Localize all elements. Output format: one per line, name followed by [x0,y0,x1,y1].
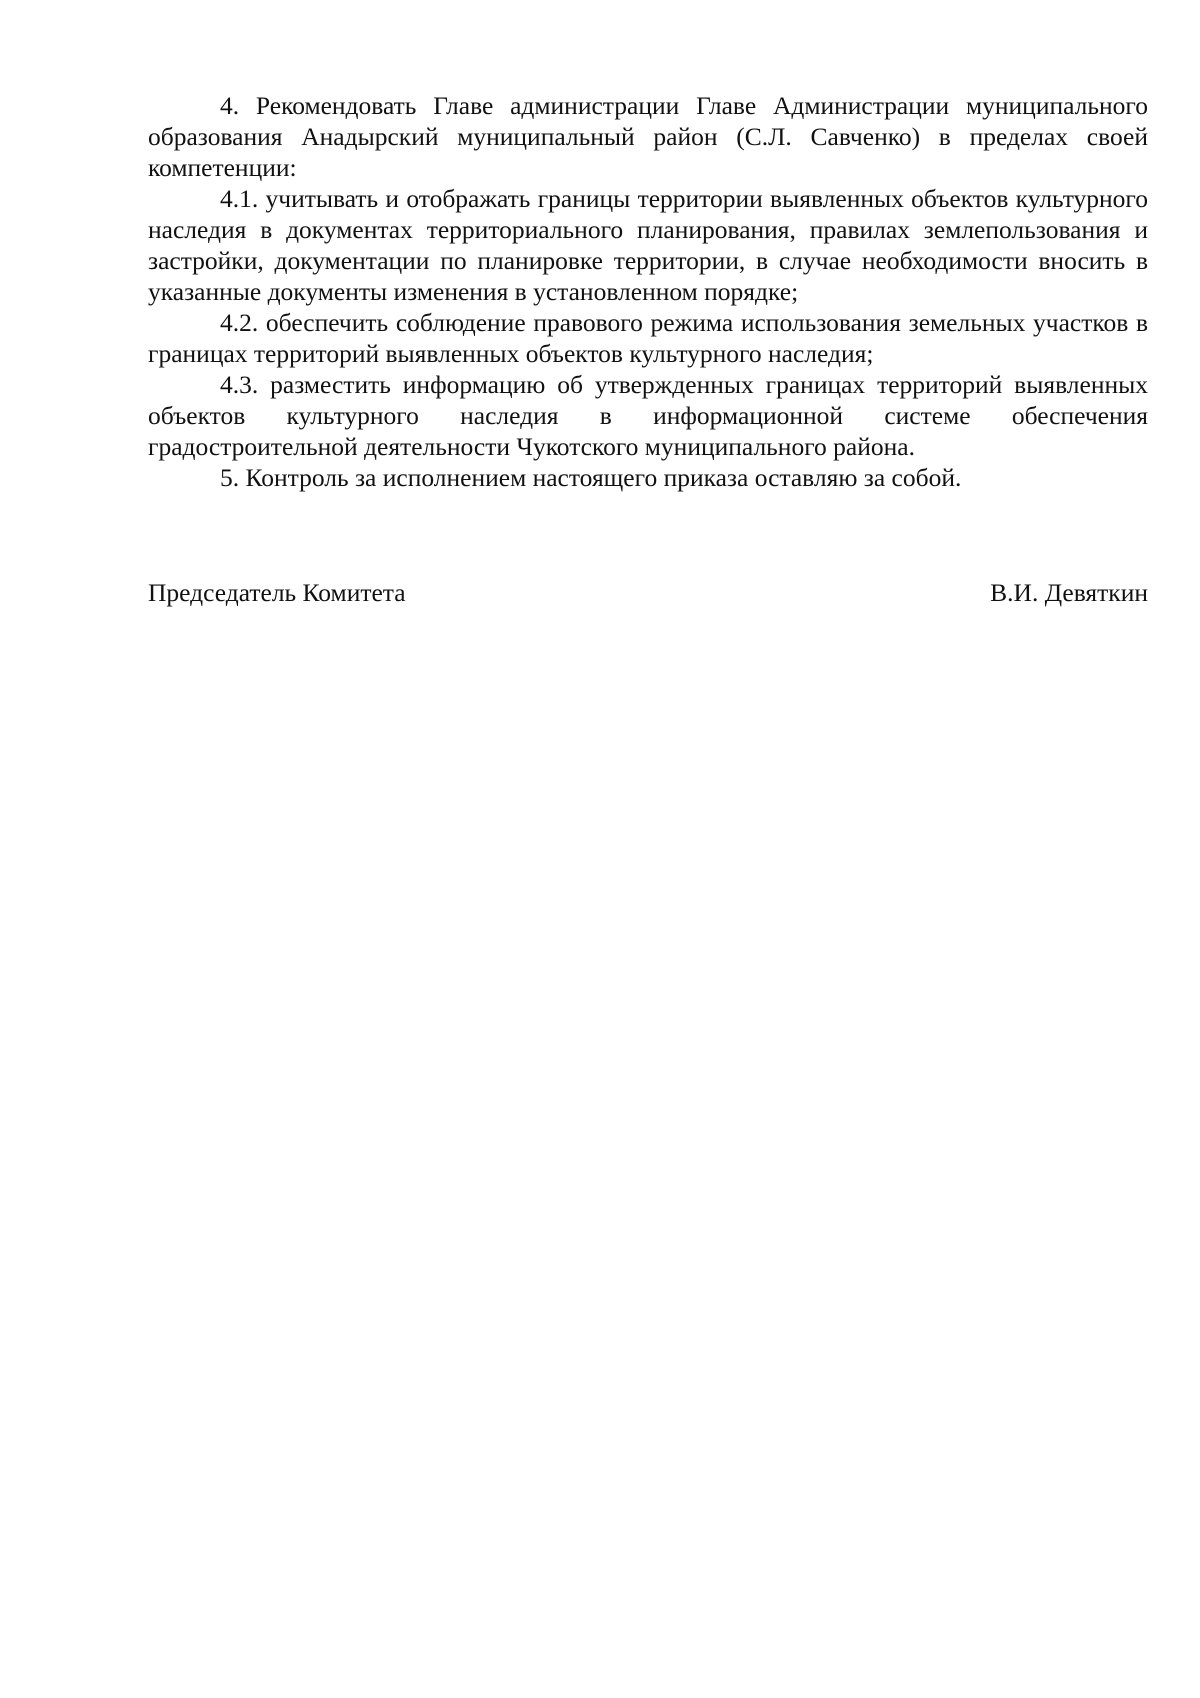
paragraph-item-4-2: 4.2. обеспечить соблюдение правового режима использования земельных участков в границах территорий выявленных объектов культурного наследия; [148,308,1148,368]
paragraph-item-4-3: 4.3. разместить информацию об утвержденных границах территорий выявленных объектов культурного наследия в информационной системе обеспечения градостроительной деятельности Чукотского муниципального района. [148,370,1148,461]
signatory-name: В.И. Девяткин [990,578,1148,607]
document-body [148,90,1148,493]
paragraph-item-4-1: 4.1. учитывать и отображать границы территории выявленных объектов культурного наследия в документах территориального планирования, правилах землепользования и застройки, документации по планировке территории, в случае необходимости вносить в указанные документы изменения в установленном порядке; [148,184,1148,306]
paragraph-item-5: 5. Контроль за исполнением настоящего приказа оставляю за собой. [220,463,962,492]
paragraph-item-4: 4. Рекомендовать Главе администрации Главе Администрации муниципального образования Анадырский муниципальный район (С.Л. Савченко) в пределах своей компетенции: [148,91,1148,182]
signature-block [148,577,1148,608]
signatory-position: Председатель Комитета [148,578,406,607]
